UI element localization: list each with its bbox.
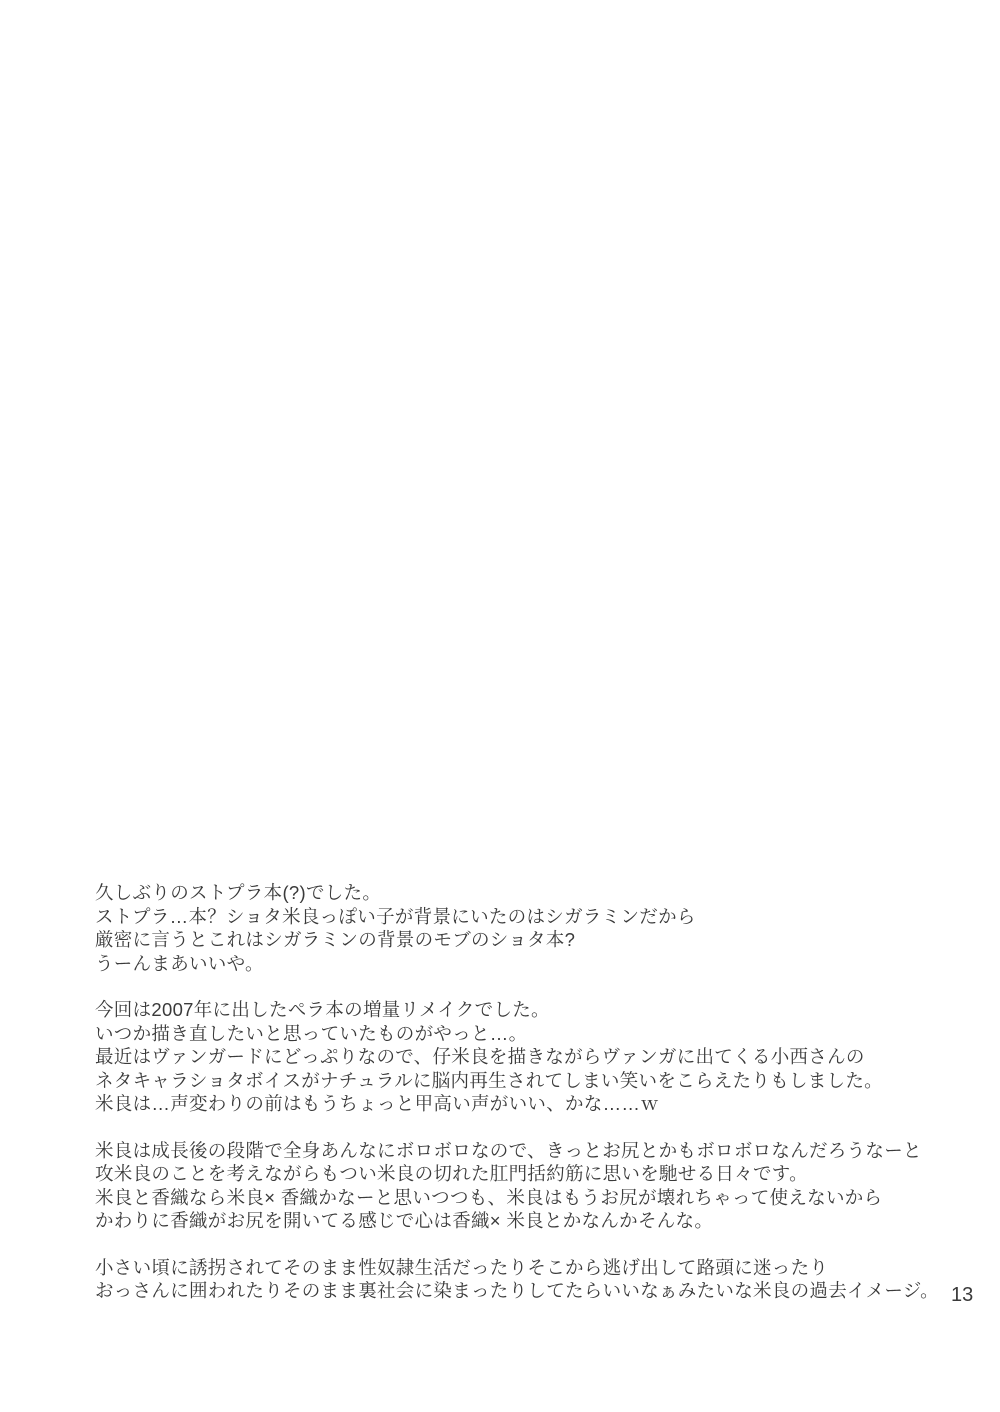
afterword-line: 最近はヴァンガードにどっぷりなので、仔米良を描きながらヴァンガに出てくる小西さんの <box>95 1046 865 1067</box>
afterword-line: 米良は成長後の段階で全身あんなにボロボロなので、きっとお尻とかもボロボロなんだろうなーと <box>95 1139 922 1161</box>
afterword-line: 小さい頃に誘拐されてそのまま性奴隷生活だったりそこから逃げ出して路頭に迷ったり <box>95 1256 829 1278</box>
afterword-line: 米良は…声変わりの前はもうちょっと甲高い声がいい、かな……ｗ <box>95 1093 660 1114</box>
afterword-line: 攻米良のことを考えながらもつい米良の切れた肛門括約筋に思いを馳せる日々です。 <box>95 1163 808 1184</box>
afterword-paragraph-1 <box>95 881 955 975</box>
afterword-text-block <box>95 881 955 1326</box>
page-number: 13 <box>951 1284 974 1306</box>
afterword-line: おっさんに囲われたりそのまま裏社会に染まったりしてたらいいなぁみたいな米良の過去イメージ。 <box>95 1280 939 1301</box>
afterword-paragraph-4 <box>95 1256 955 1303</box>
afterword-paragraph-2 <box>95 998 955 1116</box>
afterword-line: ストプラ…本？ショタ米良っぽい子が背景にいたのはシガラミンだから <box>95 905 696 927</box>
afterword-paragraph-3 <box>95 1139 955 1233</box>
afterword-line: うーんまあいいや。 <box>95 952 264 974</box>
afterword-line: 米良と香織なら米良× 香織かなーと思いつつも、米良はもうお尻が壊れちゃって使えないから <box>95 1186 883 1208</box>
afterword-line: 久しぶりのストプラ本(?)でした。 <box>95 882 382 903</box>
afterword-line: ネタキャラショタボイスがナチュラルに脳内再生されてしまい笑いをこらえたりもしました。 <box>95 1069 883 1091</box>
afterword-line: いつか描き直したいと思っていたものがやっと…。 <box>95 1022 528 1044</box>
afterword-line: かわりに香織がお尻を開いてる感じで心は香織× 米良とかなんかそんな。 <box>95 1210 714 1231</box>
afterword-line: 厳密に言うとこれはシガラミンの背景のモブのショタ本? <box>95 929 576 950</box>
afterword-line: 今回は2007年に出したペラ本の増量リメイクでした。 <box>95 999 550 1020</box>
